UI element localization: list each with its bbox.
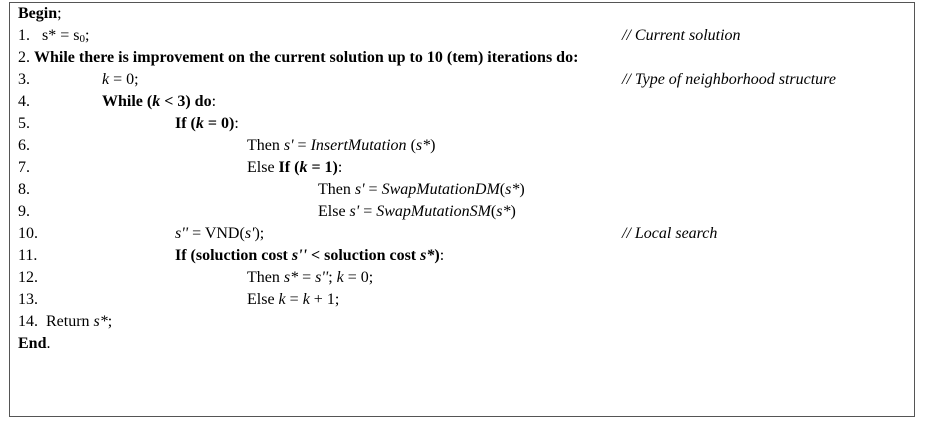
line-number: 3. [18,71,30,88]
line-number: 2. [18,49,30,66]
line-8 [18,179,30,201]
line-number: 1. [18,27,30,44]
line-text: $s* = s_0$; [34,27,90,45]
line-2 [18,47,578,69]
line-8-text: Then s' = SwapMutationDM(s*) [318,181,525,198]
comment-neighborhood: // Type of neighborhood structure [622,71,836,88]
line-4 [18,91,30,113]
line-1 [18,25,89,47]
line-5 [18,113,30,135]
line-number: 7. [18,159,30,176]
line-12-text: Then s* = s''; k = 0; [247,269,374,286]
line-number: 9. [18,203,30,220]
line-number: 12. [18,269,38,286]
line-10 [18,223,38,245]
line-9-text: Else s' = SwapMutationSM(s*) [318,203,516,220]
line-5-text: If (k = 0): [175,115,239,132]
line-6 [18,135,30,157]
comment-local-search: // Local search [622,225,718,242]
line-10-text: s'' = VND(s'); [175,225,265,242]
comment-current-solution: // Current solution [622,27,741,44]
algorithm-end: End. [18,335,51,352]
line-3-text: k = 0; [102,71,139,88]
line-13-text: Else k = k + 1; [247,291,340,308]
line-4-text: While (k < 3) do: [102,93,217,110]
line-9 [18,201,30,223]
line-number: 5. [18,115,30,132]
line-number: 4. [18,93,30,110]
line-12 [18,267,38,289]
line-7 [18,157,30,179]
line-number: 8. [18,181,30,198]
line-6-text: Then s' = InsertMutation (s*) [247,137,436,154]
line-number: 11. [18,247,38,264]
line-number: 10. [18,225,38,242]
algorithm-begin: Begin; [18,5,62,22]
line-text: While there is improvement on the current solution up to 10 (tem) iterations do: [34,49,579,66]
line-number: 14. [18,313,38,330]
line-13 [18,289,38,311]
line-3 [18,69,30,91]
line-14 [18,311,112,333]
line-number: 6. [18,137,30,154]
line-number: 13. [18,291,38,308]
line-text: Return s*; [42,313,113,330]
line-11 [18,245,37,267]
line-11-text: If (soluction cost s'' < soluction cost s*): [175,247,445,264]
line-7-text: Else If (k = 1): [247,159,343,176]
